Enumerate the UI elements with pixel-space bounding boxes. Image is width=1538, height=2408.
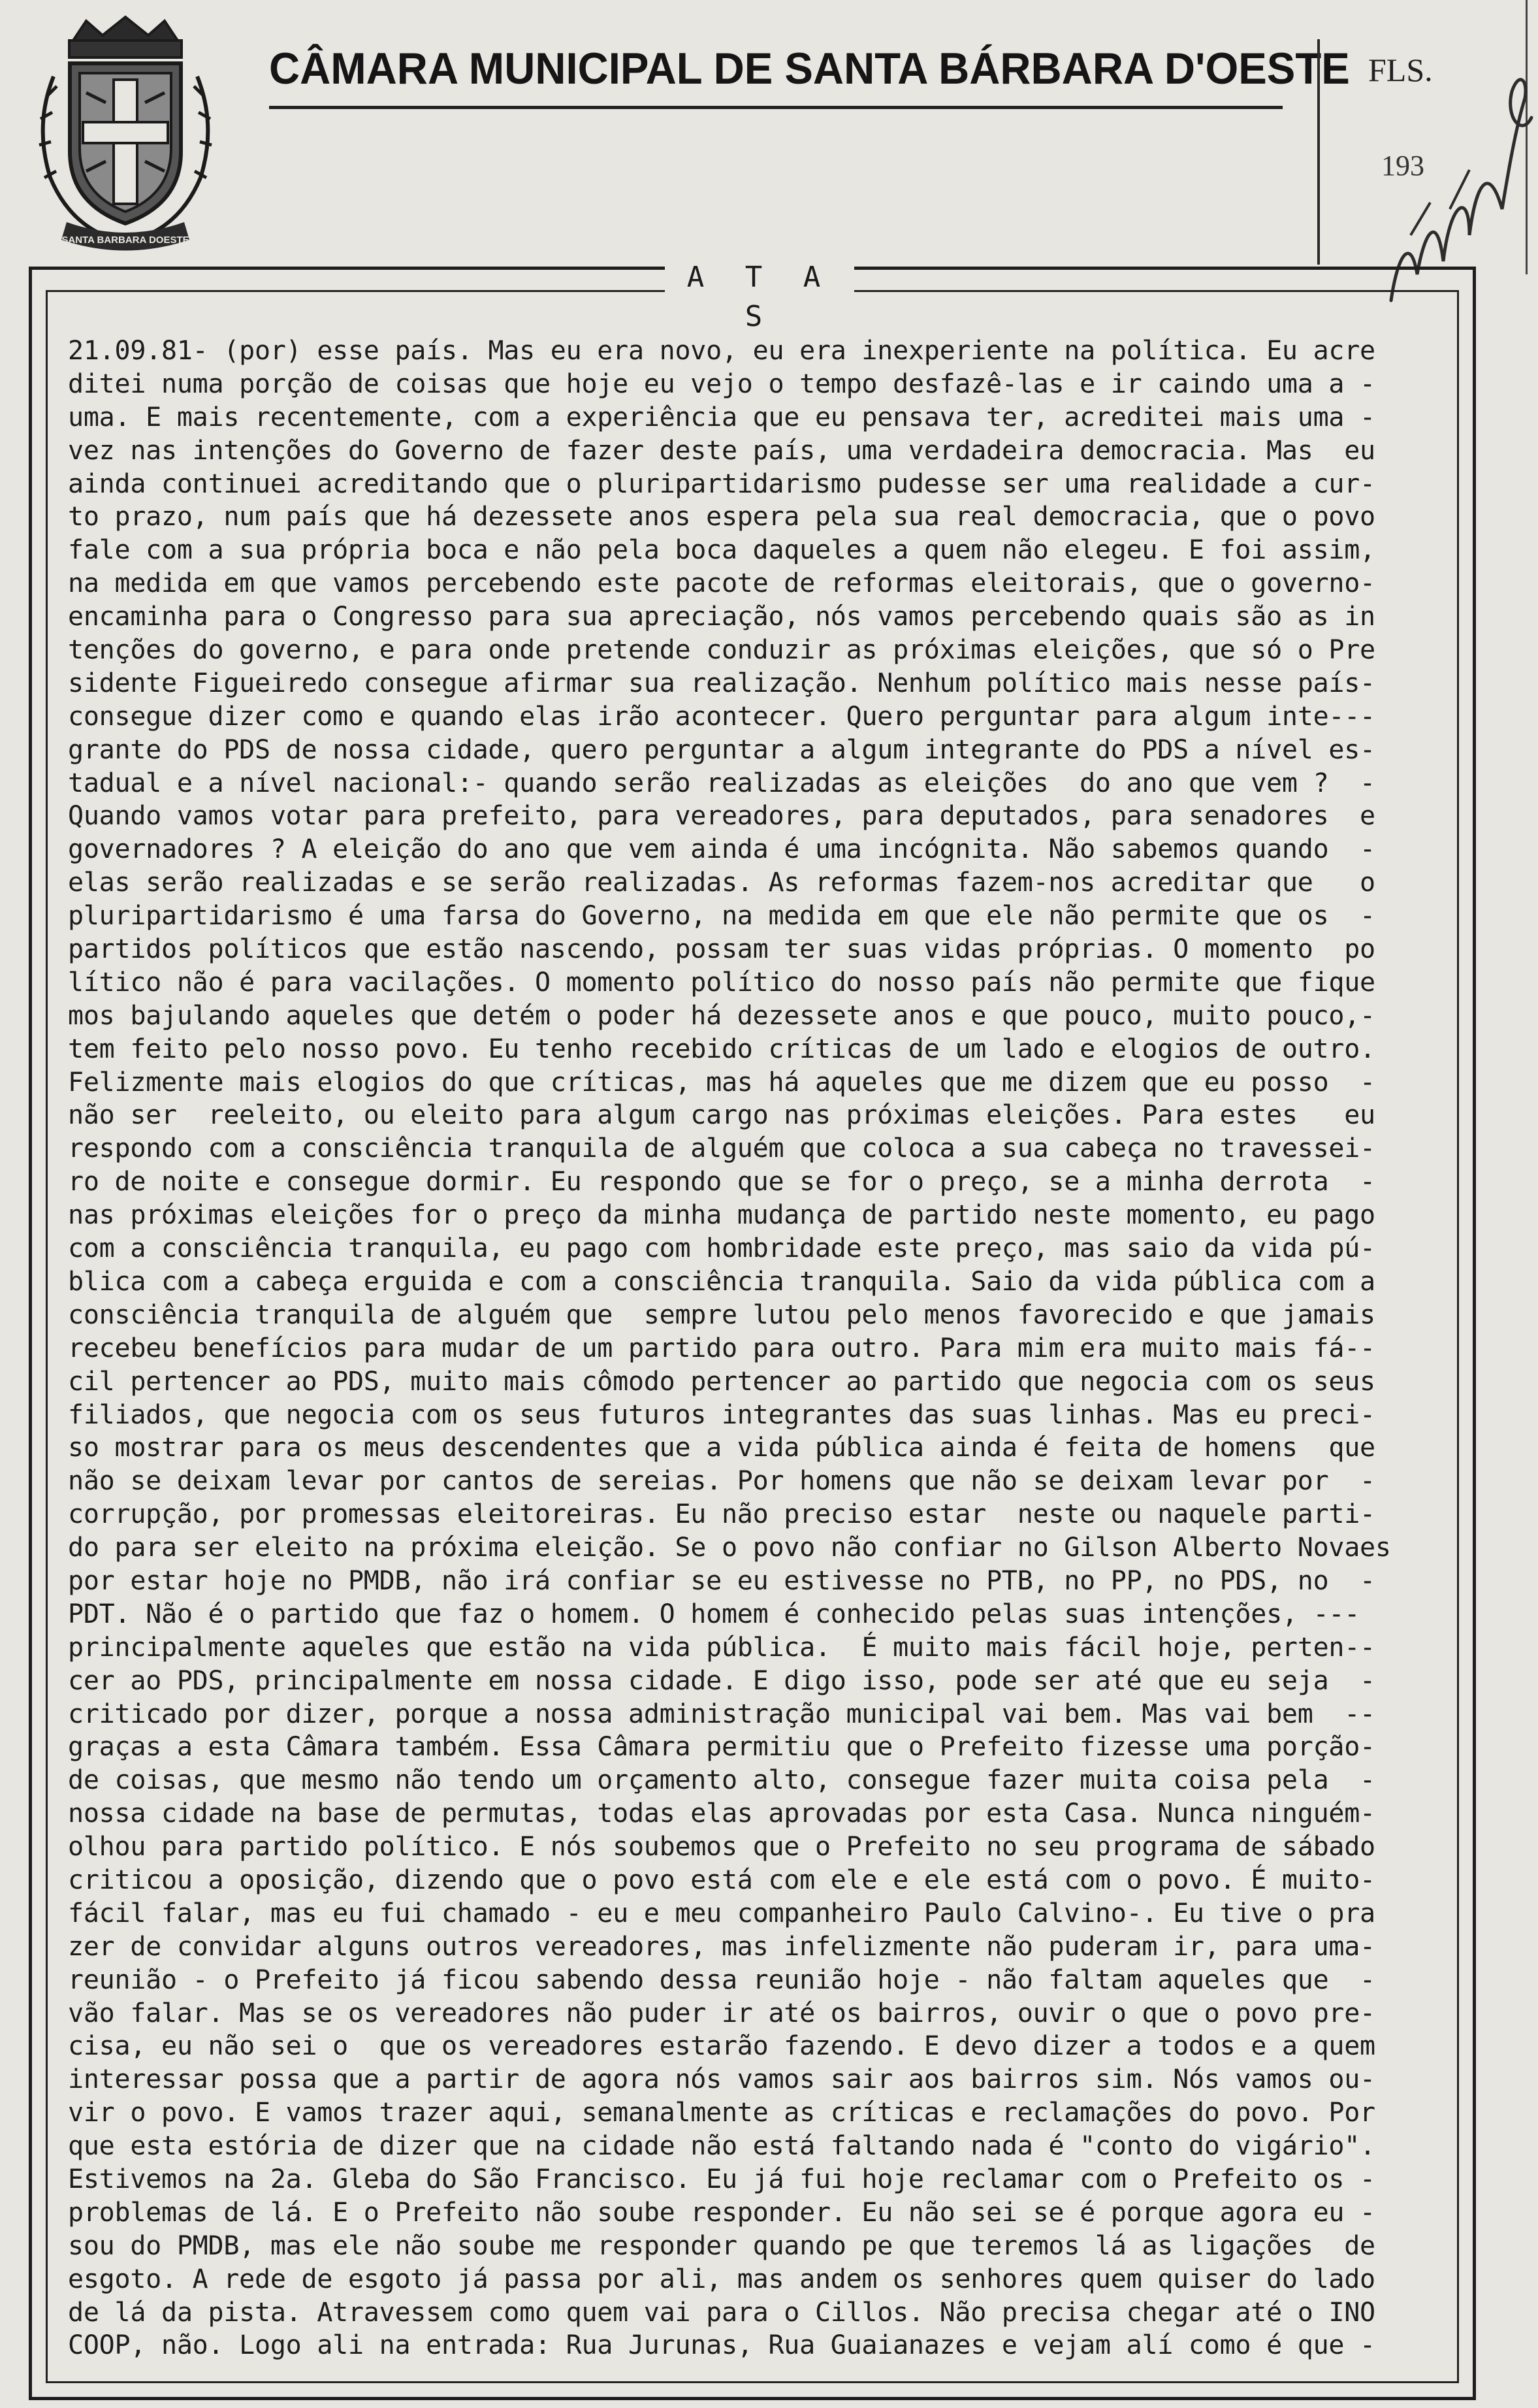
text-line: blica com a cabeça erguida e com a consciência tranquila. Saio da vida pública com a [68, 1266, 1375, 1297]
text-line: não ser reeleito, ou eleito para algum cargo nas próximas eleições. Para estes eu [68, 1100, 1375, 1131]
text-line: to prazo, num país que há dezessete anos espera pela sua real democracia, que o povo [68, 502, 1375, 532]
header-divider [1317, 39, 1320, 265]
text-line: do para ser eleito na próxima eleição. Se o povo não confiar no Gilson Alberto Novaes [68, 1533, 1391, 1563]
title-underline [269, 106, 1283, 109]
text-line: que esta estória de dizer que na cidade não está faltando nada é "conto do vigário". [68, 2131, 1375, 2162]
text-line: vez nas intenções do Governo de fazer deste país, uma verdadeira democracia. Mas eu [68, 435, 1375, 466]
text-line: problemas de lá. E o Prefeito não soube responder. Eu não sei se é porque agora eu - [68, 2197, 1375, 2228]
text-line: Quando vamos votar para prefeito, para vereadores, para deputados, para senadores e [68, 801, 1375, 832]
text-line: zer de convidar alguns outros vereadores, mas infelizmente não puderam ir, para uma- [68, 1931, 1375, 1962]
text-line: grante do PDS de nossa cidade, quero perguntar a algum integrante do PDS a nível es- [68, 734, 1375, 765]
text-line: reunião - o Prefeito já ficou sabendo dessa reunião hoje - não faltam aqueles que - [68, 1964, 1375, 1995]
text-line: nossa cidade na base de permutas, todas elas aprovadas por esta Casa. Nunca ninguém- [68, 1798, 1375, 1829]
chamber-name: CÂMARA MUNICIPAL DE SANTA BÁRBARA D'OESTE [269, 44, 1350, 93]
text-line: ro de noite e consegue dormir. Eu respondo que se for o preço, se a minha derrota - [68, 1167, 1375, 1197]
text-line: interessar possa que a partir de agora nós vamos sair aos bairros sim. Nós vamos ou- [68, 2064, 1375, 2095]
text-line: fale com a sua própria boca e não pela boca daqueles a quem não elegeu. E foi assim, [68, 535, 1375, 566]
text-line: elas serão realizadas e se serão realizadas. As reformas fazem-nos acreditar que o [68, 868, 1375, 898]
text-line: mos bajulando aqueles que detém o poder há dezessete anos e que pouco, muito pouco,- [68, 1000, 1375, 1031]
text-line: cisa, eu não sei o que os vereadores estarão fazendo. E devo dizer a todos e a quem [68, 2031, 1375, 2062]
text-line: sou do PMDB, mas ele não soube me responder quando pe que teremos lá as ligações de [68, 2230, 1375, 2261]
text-line: fácil falar, mas eu fui chamado - eu e meu companheiro Paulo Calvino-. Eu tive o pra [68, 1898, 1375, 1928]
text-line: cil pertencer ao PDS, muito mais cômodo pertencer ao partido que negocia com os seus [68, 1366, 1375, 1397]
text-line: consciência tranquila de alguém que sempre lutou pelo menos favorecido e que jamais [68, 1299, 1375, 1330]
municipal-crest-icon [27, 14, 223, 256]
text-line: vir o povo. E vamos trazer aqui, semanalmente as críticas e reclamações do povo. Por [68, 2098, 1375, 2128]
text-line: governadores ? A eleição do ano que vem ainda é uma incógnita. Não sabemos quando - [68, 834, 1375, 865]
text-line: esgoto. A rede de esgoto já passa por ali, mas andem os senhores quem quiser do lado [68, 2264, 1375, 2294]
text-line: de coisas, que mesmo não tendo um orçamento alto, consegue fazer muita coisa pela - [68, 1765, 1375, 1796]
text-line: ditei numa porção de coisas que hoje eu vejo o tempo desfazê-las e ir caindo uma a - [68, 368, 1375, 399]
text-line: lítico não é para vacilações. O momento político do nosso país não permite que fique [68, 967, 1375, 998]
text-line: sidente Figueiredo consegue afirmar sua realização. Nenhum político mais nesse país- [68, 668, 1375, 698]
page-number: 193 [1381, 150, 1424, 182]
text-line: respondo com a consciência tranquila de alguém que coloca a sua cabeça no travessei- [68, 1133, 1375, 1164]
text-line: com a consciência tranquila, eu pago com hombridade este preço, mas saio da vida pú- [68, 1233, 1375, 1264]
text-line: partidos políticos que estão nascendo, possam ter suas vidas próprias. O momento po [68, 934, 1375, 965]
text-line: de lá da pista. Atravessem como quem vai para o Cillos. Não precisa chegar até o INO [68, 2297, 1375, 2328]
text-line: graças a esta Câmara também. Essa Câmara permitiu que o Prefeito fizesse uma porção- [68, 1732, 1375, 1763]
text-line: 21.09.81- (por) esse país. Mas eu era novo, eu era inexperiente na política. Eu acre [68, 336, 1375, 366]
text-line: vão falar. Mas se os vereadores não puder ir até os bairros, ouvir o que o povo pre- [68, 1998, 1375, 2028]
section-title: A T A S [665, 258, 854, 297]
text-line: consegue dizer como e quando elas irão acontecer. Quero perguntar para algum inte--- [68, 701, 1375, 732]
text-line: so mostrar para os meus descendentes que a vida pública ainda é feita de homens que [68, 1433, 1375, 1463]
text-line: criticou a oposição, dizendo que o povo está com ele e ele está com o povo. É muito- [68, 1864, 1375, 1895]
text-line: na medida em que vamos percebendo este pacote de reformas eleitorais, que o governo- [68, 568, 1375, 599]
text-line: PDT. Não é o partido que faz o homem. O homem é conhecido pelas suas intenções, --- [68, 1599, 1360, 1629]
text-line: cer ao PDS, principalmente em nossa cidade. E digo isso, pode ser até que eu seja - [68, 1665, 1375, 1696]
text-line: encaminha para o Congresso para sua apreciação, nós vamos percebendo quais são as in [68, 602, 1375, 632]
text-line: por estar hoje no PMDB, não irá confiar se eu estivesse no PTB, no PP, no PDS, no - [68, 1565, 1375, 1596]
crest-motto: SANTA BARBARA DOESTE [61, 235, 189, 246]
text-line: tem feito pelo nosso povo. Eu tenho recebido críticas de um lado e elogios de outro. [68, 1033, 1375, 1064]
text-line: Estivemos na 2a. Gleba do São Francisco. Eu já fui hoje reclamar com o Prefeito os - [68, 2164, 1375, 2194]
fls-label: FLS. [1368, 52, 1433, 88]
text-line: uma. E mais recentemente, com a experiência que eu pensava ter, acreditei mais uma - [68, 402, 1375, 432]
text-line: tadual e a nível nacional:- quando serão realizadas as eleições do ano que vem ? - [68, 768, 1375, 798]
text-line: ainda continuei acreditando que o pluripartidarismo pudesse ser uma realidade a cur- [68, 468, 1375, 499]
text-line: corrupção, por promessas eleitoreiras. Eu não preciso estar neste ou naquele parti- [68, 1499, 1375, 1530]
text-line: não se deixam levar por cantos de sereias. Por homens que não se deixam levar por - [68, 1466, 1375, 1497]
text-line: filiados, que negocia com os seus futuros integrantes das suas linhas. Mas eu preci- [68, 1399, 1375, 1430]
text-line: olhou para partido político. E nós soubemos que o Prefeito no seu programa de sábado [68, 1832, 1375, 1863]
text-line: principalmente aqueles que estão na vida pública. É muito mais fácil hoje, perten-- [68, 1632, 1375, 1663]
text-line: pluripartidarismo é uma farsa do Governo, na medida em que ele não permite que os - [68, 901, 1375, 932]
text-line: tenções do governo, e para onde pretende conduzir as próximas eleições, que só o Pre [68, 635, 1375, 666]
text-line: nas próximas eleições for o preço da minha mudança de partido neste momento, eu pago [68, 1200, 1375, 1231]
text-line: COOP, não. Logo ali na entrada: Rua Jurunas, Rua Guaianazes e vejam alí como é que - [68, 2330, 1375, 2361]
text-line: criticado por dizer, porque a nossa administração municipal vai bem. Mas vai bem -- [68, 1699, 1375, 1729]
minutes-text [68, 334, 1447, 2362]
text-line: recebeu benefícios para mudar de um partido para outro. Para mim era muito mais fá-- [68, 1333, 1375, 1363]
text-line: Felizmente mais elogios do que críticas, mas há aqueles que me dizem que eu posso - [68, 1067, 1375, 1098]
